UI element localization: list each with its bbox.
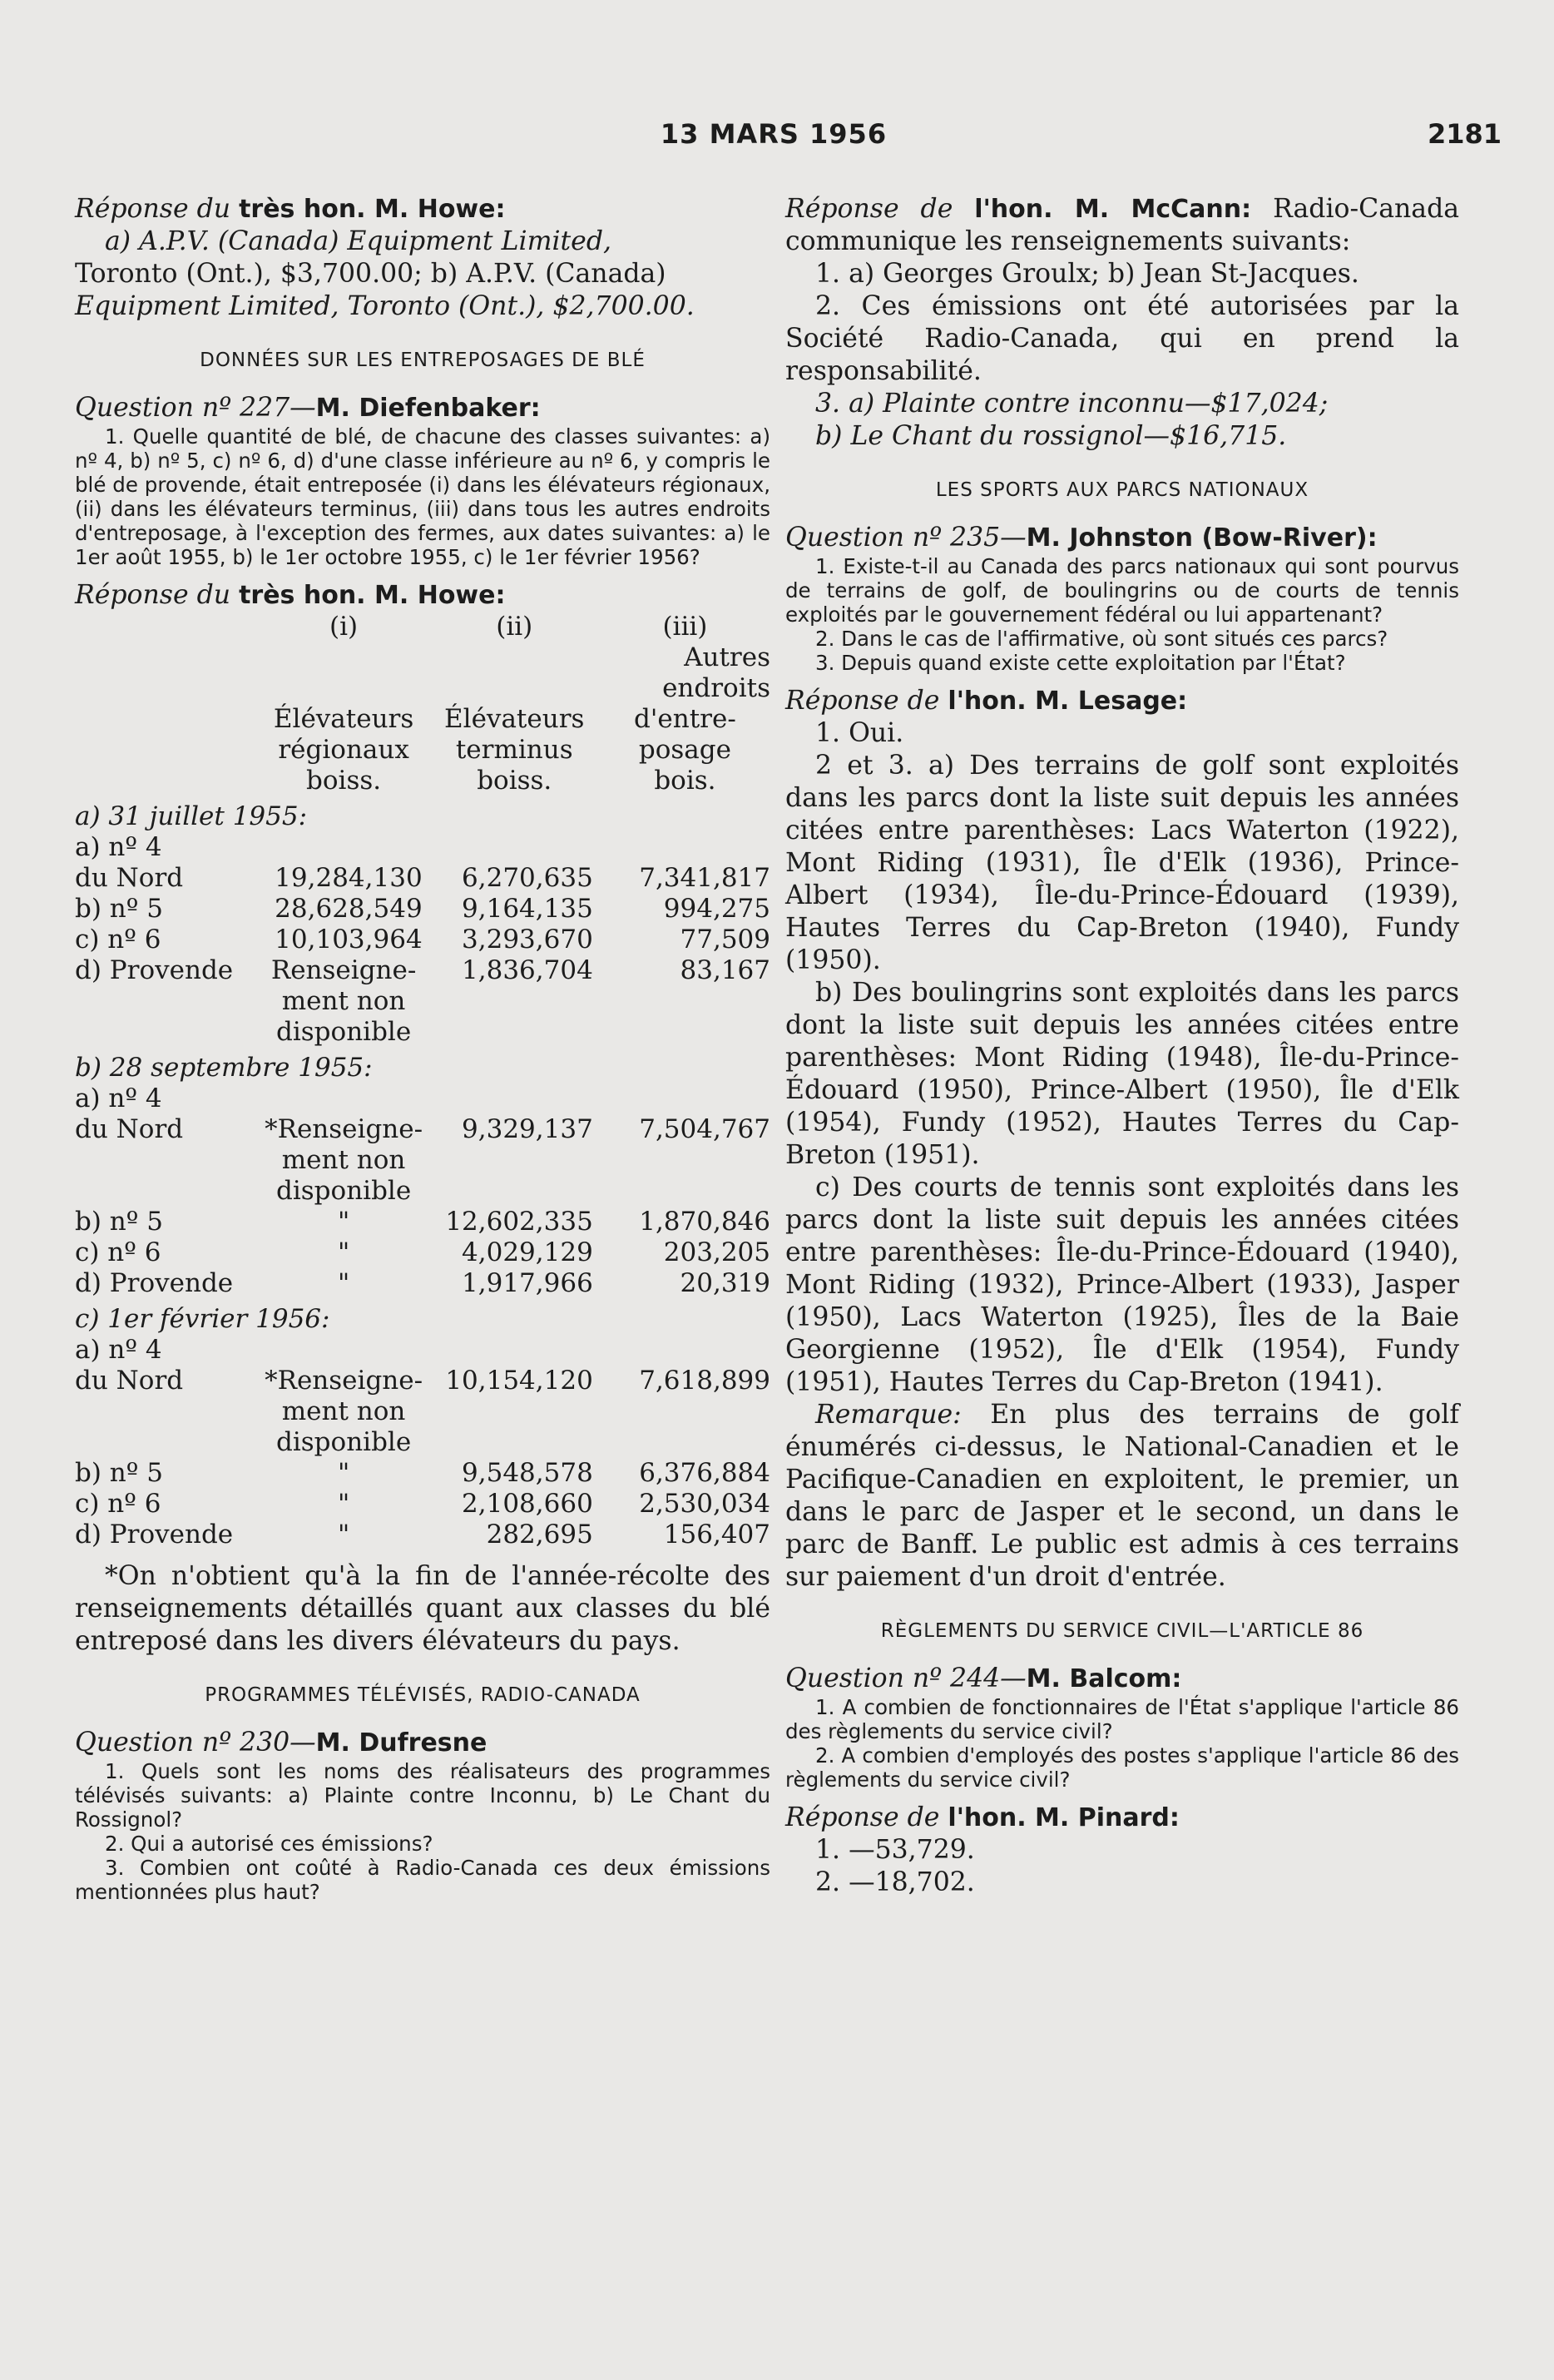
- answer-heading: [75, 193, 770, 226]
- column-roman-ii: (ii): [496, 612, 533, 642]
- table-cell: ment non: [281, 1396, 406, 1426]
- question-label: Question nº 244—: [785, 1664, 1027, 1693]
- header-date: 13 MARS 1956: [660, 118, 888, 150]
- question-text: 1. Quels sont les noms des réalisateurs des programmes télévisés suivants: a) Plainte contre Inconnu, b) Le Chant du Rossignol?: [75, 1759, 770, 1832]
- table-cell: 28,628,549: [275, 894, 423, 924]
- column-header: régionaux: [278, 735, 409, 765]
- table-cell: 7,341,817: [639, 863, 770, 893]
- answer-text: Equipment Limited, Toronto (Ont.), $2,700.00.: [75, 291, 695, 321]
- answer-speaker: l'hon. M. Lesage:: [948, 687, 1188, 716]
- section-heading: DONNÉES SUR LES ENTREPOSAGES DE BLÉ: [200, 350, 646, 371]
- table-cell: 20,319: [680, 1268, 770, 1298]
- table-row: [75, 894, 770, 925]
- answer-speaker: très hon. M. Howe:: [239, 195, 506, 224]
- question-label: Question nº 227—: [75, 393, 316, 423]
- table-cell: ": [337, 1237, 350, 1267]
- table-row: [75, 1114, 770, 1145]
- table-cell: 9,164,135: [462, 894, 593, 924]
- table-row-label: c) nº 6: [75, 1237, 161, 1267]
- question-text: 1. Existe-t-il au Canada des parcs nationaux qui sont pourvus de terrains de golf, de boulingrins ou de courts de tennis exploités par le gouvernement fédéral ou lui appartenant?: [785, 554, 1459, 627]
- table-row: [75, 1366, 770, 1396]
- table-row: [75, 1237, 770, 1268]
- table-footnote: *On n'obtient qu'à la fin de l'année-récolte des renseignements détaillés quant aux classes du blé entreposé dans les divers élévateurs du pays.: [75, 1561, 770, 1656]
- answer-text: Toronto (Ont.), $3,700.00; b) A.P.V. (Canada): [75, 259, 666, 289]
- table-cell: 19,284,130: [275, 863, 423, 893]
- answer-label: Réponse de: [785, 194, 953, 224]
- question-heading: [785, 522, 1459, 554]
- table-cell: 12,602,335: [445, 1207, 593, 1237]
- answer-label: Réponse du: [75, 194, 231, 224]
- question-text: 2. Dans le cas de l'affirmative, où sont situés ces parcs?: [815, 627, 1388, 651]
- table-cell: 2,108,660: [462, 1489, 593, 1519]
- table-cell: 10,103,964: [275, 925, 423, 954]
- section-heading: RÈGLEMENTS DU SERVICE CIVIL—L'ARTICLE 86: [880, 1620, 1364, 1642]
- question-text: 3. Depuis quand existe cette exploitation par l'État?: [815, 651, 1346, 675]
- table-cell: 83,167: [680, 955, 770, 985]
- table-row: [75, 955, 770, 986]
- question-text: 1. A combien de fonctionnaires de l'État s'applique l'article 86 des règlements du service civil?: [785, 1695, 1459, 1743]
- table-cell: 6,376,884: [639, 1458, 770, 1488]
- answer-text: Radio-Canada communique les renseignements suivants:: [785, 194, 1460, 256]
- table-cell: Renseigne-: [270, 955, 417, 985]
- answer-heading: [785, 685, 1459, 717]
- question-text: 2. Qui a autorisé ces émissions?: [105, 1832, 433, 1856]
- right-column: [785, 193, 1459, 1899]
- answer-text: b) Des boulingrins sont exploités dans les parcs dont la liste suit depuis les années citées entre parenthèses: Mont Riding (1948), Île-du-Prince-Édouard (1950), Prince-Albert (1950), Île d'Elk (1954), Fundy (1952), Hautes Terres du Cap-Breton (1951).: [785, 978, 1459, 1170]
- table-cell: ": [337, 1520, 350, 1549]
- table-cell: 7,618,899: [639, 1366, 770, 1396]
- table-row-label: b) nº 5: [75, 1207, 163, 1237]
- answer-text: 2 et 3. a) Des terrains de golf sont exploités dans les parcs dont la liste suit depuis les années citées entre parenthèses: Lacs Waterton (1922), Mont Riding (1931), Île d'Elk (1936), Prince-Albert (1934), Île-du-Prince-Édouard (1939), Hautes Terres du Cap-Breton (1940), Fundy (1950).: [785, 751, 1459, 975]
- table-cell: 203,205: [663, 1237, 770, 1267]
- column-header: Élévateurs: [444, 704, 585, 734]
- table-row-label: c) nº 6: [75, 925, 161, 954]
- table-cell: 4,029,129: [462, 1237, 593, 1267]
- table-cell: disponible: [276, 1176, 412, 1206]
- table-cell: 1,836,704: [462, 955, 593, 985]
- answer-speaker: très hon. M. Howe:: [239, 581, 506, 610]
- column-roman-iii: (iii): [662, 612, 708, 642]
- table-row-label: a) nº 4: [75, 1083, 162, 1113]
- answer-heading: [785, 1802, 1459, 1834]
- column-header: bois.: [654, 766, 716, 796]
- table-row-label: c) nº 6: [75, 1489, 161, 1519]
- table-row: [75, 1268, 770, 1299]
- remark-text: En plus des terrains de golf énumérés ci-dessus, le National-Canadien et le Pacifique-Canadien en exploitent, le premier, un dans le parc de Jasper et le second, un dans le parc de Banff. Le public est admis à ces terrains sur paiement d'un droit d'entrée.: [785, 1400, 1459, 1592]
- table-date-heading: c) 1er février 1956:: [75, 1304, 330, 1334]
- column-header: terminus: [455, 735, 573, 765]
- wheat-storage-table: [75, 612, 770, 1550]
- answer-heading: [75, 579, 770, 612]
- table-cell: ment non: [281, 986, 406, 1016]
- table-cell: disponible: [276, 1427, 412, 1457]
- table-row-label: a) nº 4: [75, 1335, 162, 1365]
- table-cell: 1,917,966: [462, 1268, 593, 1298]
- question-text: 2. A combien d'employés des postes s'applique l'article 86 des règlements du service civil?: [785, 1743, 1459, 1792]
- answer-text: b) Le Chant du rossignol—$16,715.: [815, 421, 1287, 451]
- table-row: [75, 925, 770, 955]
- column-header: endroits: [662, 673, 770, 703]
- question-heading: [785, 1663, 1459, 1695]
- question-label: Question nº 235—: [785, 523, 1027, 553]
- table-cell: 9,548,578: [462, 1458, 593, 1488]
- answer-label: Réponse de: [785, 686, 940, 716]
- answer-paragraph: [785, 193, 1459, 258]
- table-date-heading: a) 31 juillet 1955:: [75, 801, 308, 831]
- column-header: boiss.: [306, 766, 382, 796]
- table-row: [75, 1207, 770, 1237]
- table-row-label: d) Provende: [75, 1520, 234, 1549]
- table-cell: 6,270,635: [462, 863, 593, 893]
- table-cell: 282,695: [486, 1520, 593, 1549]
- table-date-heading: b) 28 septembre 1955:: [75, 1053, 373, 1083]
- question-speaker: M. Dufresne: [315, 1728, 487, 1758]
- left-column: [75, 193, 770, 1904]
- answer-label: Réponse de: [785, 1802, 940, 1832]
- table-row-label: b) nº 5: [75, 894, 163, 924]
- table-row-label: d) Provende: [75, 955, 234, 985]
- table-cell: *Renseigne-: [265, 1114, 423, 1144]
- page-number: 2181: [1427, 118, 1502, 150]
- table-cell: 9,329,137: [462, 1114, 593, 1144]
- table-cell: 10,154,120: [445, 1366, 593, 1396]
- question-label: Question nº 230—: [75, 1728, 316, 1758]
- table-row-label: b) nº 5: [75, 1458, 163, 1488]
- section-heading: PROGRAMMES TÉLÉVISÉS, RADIO-CANADA: [205, 1684, 641, 1706]
- column-header: boiss.: [477, 766, 552, 796]
- answer-text: c) Des courts de tennis sont exploités dans les parcs dont la liste suit depuis les années citées entre parenthèses: Île-du-Prince-Édouard (1940), Mont Riding (1932), Prince-Albert (1933), Jasper (1950), Lacs Waterton (1925), Îles de la Baie Georgienne (1952), Île d'Elk (1954), Fundy (1951), Hautes Terres du Cap-Breton (1941).: [785, 1173, 1459, 1397]
- table-cell: 3,293,670: [462, 925, 593, 954]
- table-cell: ": [337, 1207, 350, 1237]
- table-cell: 1,870,846: [639, 1207, 770, 1237]
- column-header: Autres: [684, 642, 770, 672]
- column-header: d'entre-: [634, 704, 736, 734]
- answer-text: 2. Ces émissions ont été autorisées par la Société Radio-Canada, qui en prend la responsabilité.: [785, 291, 1459, 386]
- answer-speaker: l'hon. M. McCann:: [974, 195, 1252, 224]
- table-cell: 7,504,767: [639, 1114, 770, 1144]
- answer-label: Réponse du: [75, 580, 231, 610]
- question-speaker: M. Johnston (Bow-River):: [1026, 523, 1378, 553]
- question-text: 3. Combien ont coûté à Radio-Canada ces deux émissions mentionnées plus haut?: [75, 1856, 770, 1904]
- table-cell: 77,509: [680, 925, 770, 954]
- answer-text: 1. Oui.: [815, 718, 904, 748]
- column-roman-i: (i): [329, 612, 359, 642]
- question-text: 1. Quelle quantité de blé, de chacune des classes suivantes: a) nº 4, b) nº 5, c) nº 6, d) d'une classe inférieure au nº 6, y compris le blé de provende, était entreposée (i) dans les élévateurs régionaux, (ii) dans les élévateurs terminus, (iii) dans tous les autres endroits d'entreposage, à l'exception des fermes, aux dates suivantes: a) le 1er août 1955, b) le 1er octobre 1955, c) le 1er février 1956?: [75, 424, 770, 569]
- table-cell: 156,407: [663, 1520, 770, 1549]
- table-row-label: du Nord: [75, 1114, 184, 1144]
- table-row: [75, 1458, 770, 1489]
- table-row-label: du Nord: [75, 863, 184, 893]
- table-cell: ment non: [281, 1145, 406, 1175]
- table-cell: ": [337, 1458, 350, 1488]
- remark-label: Remarque:: [815, 1400, 962, 1430]
- answer-speaker: l'hon. M. Pinard:: [948, 1803, 1180, 1832]
- question-speaker: M. Diefenbaker:: [315, 394, 541, 423]
- table-row-label: du Nord: [75, 1366, 184, 1396]
- table-row: [75, 1489, 770, 1520]
- table-cell: ": [337, 1489, 350, 1519]
- answer-text: 2. —18,702.: [815, 1867, 975, 1897]
- answer-text: 1. a) Georges Groulx; b) Jean St-Jacques.: [815, 259, 1359, 289]
- table-cell: 994,275: [663, 894, 770, 924]
- answer-text: a) A.P.V. (Canada) Equipment Limited,: [105, 226, 611, 256]
- remark-paragraph: [785, 1399, 1459, 1594]
- table-cell: 2,530,034: [639, 1489, 770, 1519]
- answer-text: 1. —53,729.: [815, 1835, 975, 1865]
- column-header: posage: [638, 735, 731, 765]
- answer-text: 3. a) Plainte contre inconnu—$17,024;: [815, 389, 1329, 419]
- question-speaker: M. Balcom:: [1026, 1664, 1182, 1693]
- table-row: [75, 1520, 770, 1550]
- page-header: [67, 118, 1502, 168]
- column-header: Élévateurs: [273, 704, 414, 734]
- table-row-label: d) Provende: [75, 1268, 234, 1298]
- section-heading: LES SPORTS AUX PARCS NATIONAUX: [935, 479, 1309, 501]
- question-heading: [75, 392, 770, 424]
- table-cell: ": [337, 1268, 350, 1298]
- question-heading: [75, 1727, 770, 1759]
- table-cell: *Renseigne-: [265, 1366, 423, 1396]
- table-row-label: a) nº 4: [75, 832, 162, 862]
- table-row: [75, 863, 770, 894]
- table-cell: disponible: [276, 1017, 412, 1047]
